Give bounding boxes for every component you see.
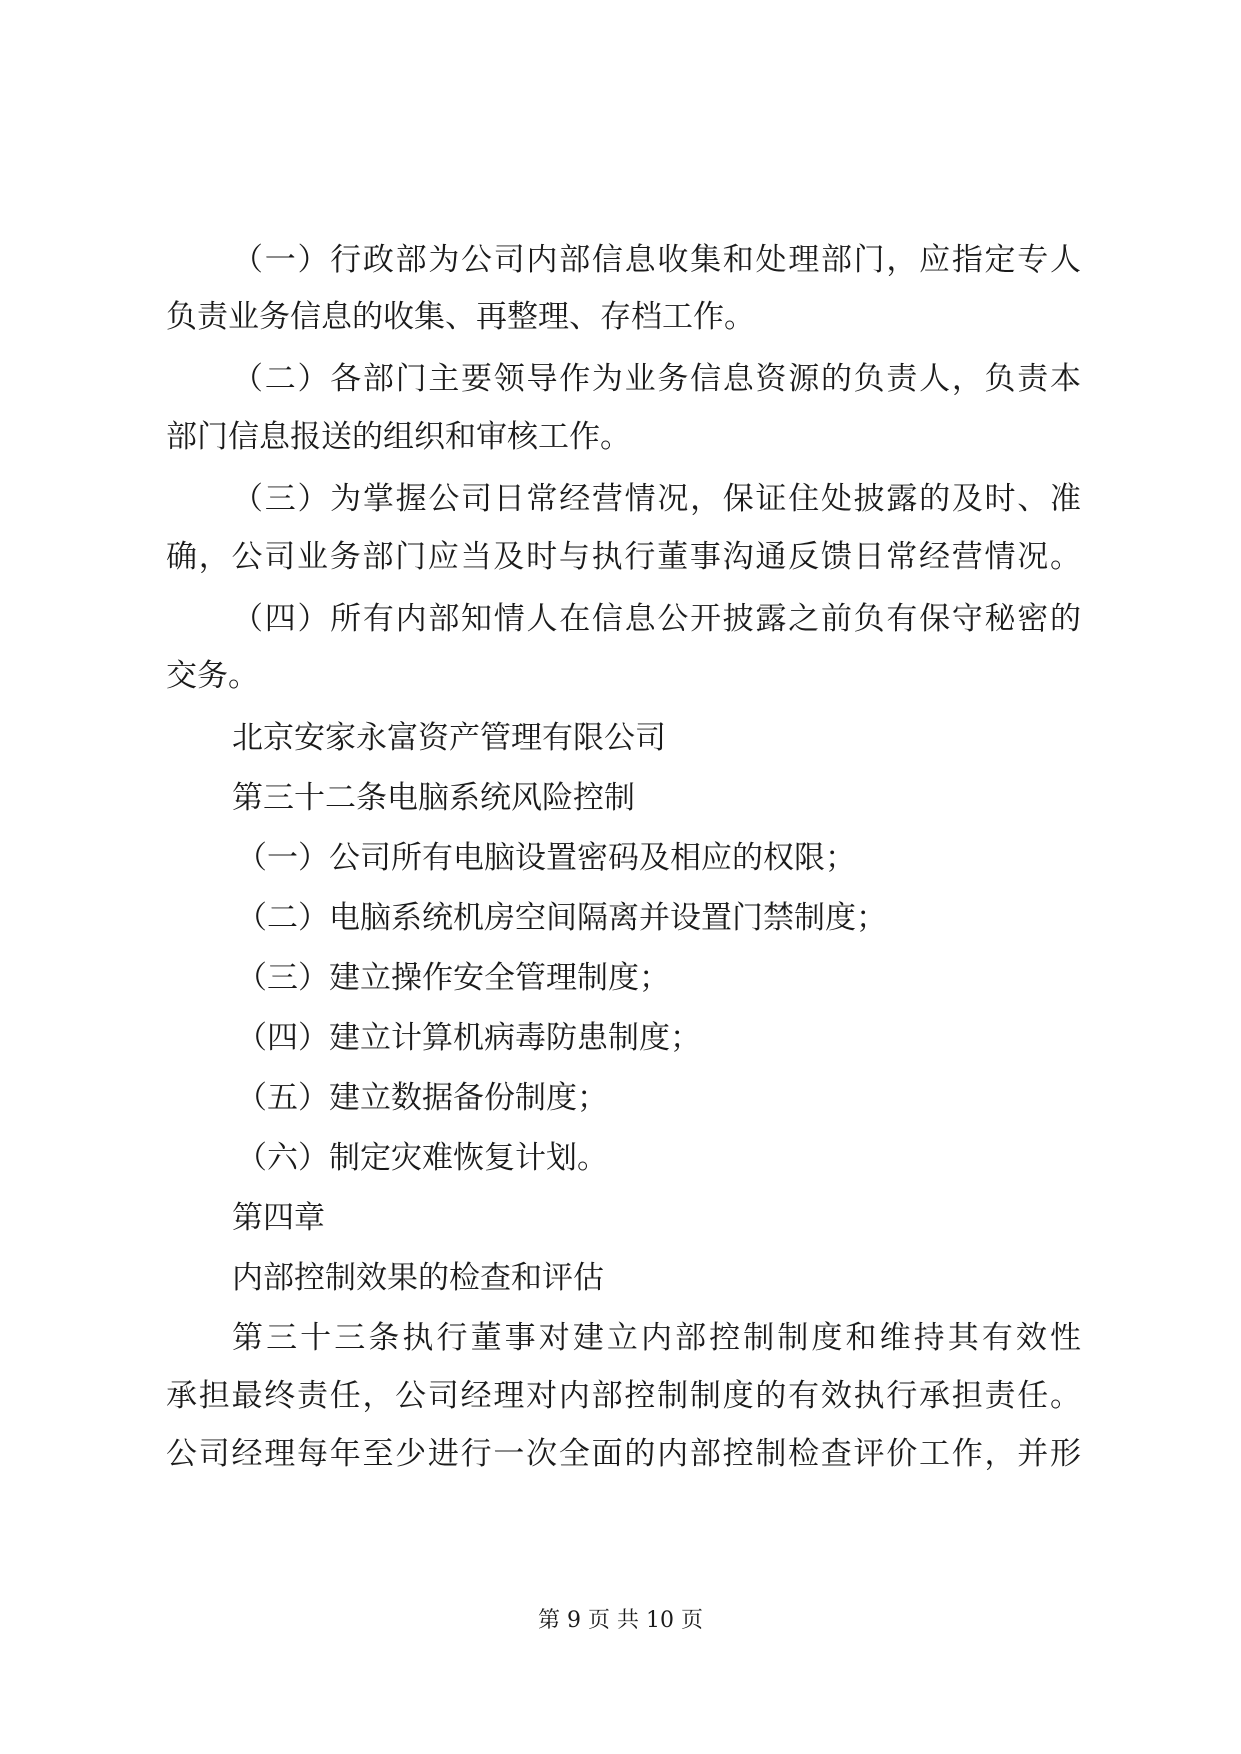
list-item: （一）公司所有电脑设置密码及相应的权限； [236, 840, 856, 876]
chapter-heading: 第四章 [232, 1200, 325, 1236]
paragraph-line: 负责业务信息的收集、再整理、存档工作。 [166, 299, 755, 335]
company-name: 北京安家永富资产管理有限公司 [232, 720, 666, 756]
list-item: （四）建立计算机病毒防患制度； [236, 1020, 701, 1056]
paragraph-line: 承担最终责任，公司经理对内部控制制度的有效执行承担责任。 [166, 1378, 1081, 1414]
paragraph-line: （三）为掌握公司日常经营情况，保证住处披露的及时、准 [232, 481, 1081, 517]
article-heading: 第三十二条电脑系统风险控制 [232, 780, 635, 816]
list-item: （五）建立数据备份制度； [236, 1080, 608, 1116]
chapter-title: 内部控制效果的检查和评估 [232, 1260, 604, 1296]
paragraph-line: （四）所有内部知情人在信息公开披露之前负有保守秘密的 [232, 601, 1081, 637]
paragraph-line: 第三十三条执行董事对建立内部控制制度和维持其有效性 [232, 1320, 1081, 1356]
list-item: （三）建立操作安全管理制度； [236, 960, 670, 996]
list-item: （六）制定灾难恢复计划。 [236, 1140, 608, 1176]
paragraph-line: 交务。 [166, 658, 259, 694]
paragraph-line: 部门信息报送的组织和审核工作。 [166, 419, 631, 455]
page-number-footer: 第 9 页 共 10 页 [538, 1608, 703, 1633]
paragraph-line: （一）行政部为公司内部信息收集和处理部门，应指定专人 [232, 242, 1081, 278]
list-item: （二）电脑系统机房空间隔离并设置门禁制度； [236, 900, 887, 936]
paragraph-line: 公司经理每年至少进行一次全面的内部控制检查评价工作，并形 [166, 1436, 1081, 1472]
paragraph-line: 确，公司业务部门应当及时与执行董事沟通反馈日常经营情况。 [166, 539, 1081, 575]
paragraph-line: （二）各部门主要领导作为业务信息资源的负责人，负责本 [232, 361, 1081, 397]
